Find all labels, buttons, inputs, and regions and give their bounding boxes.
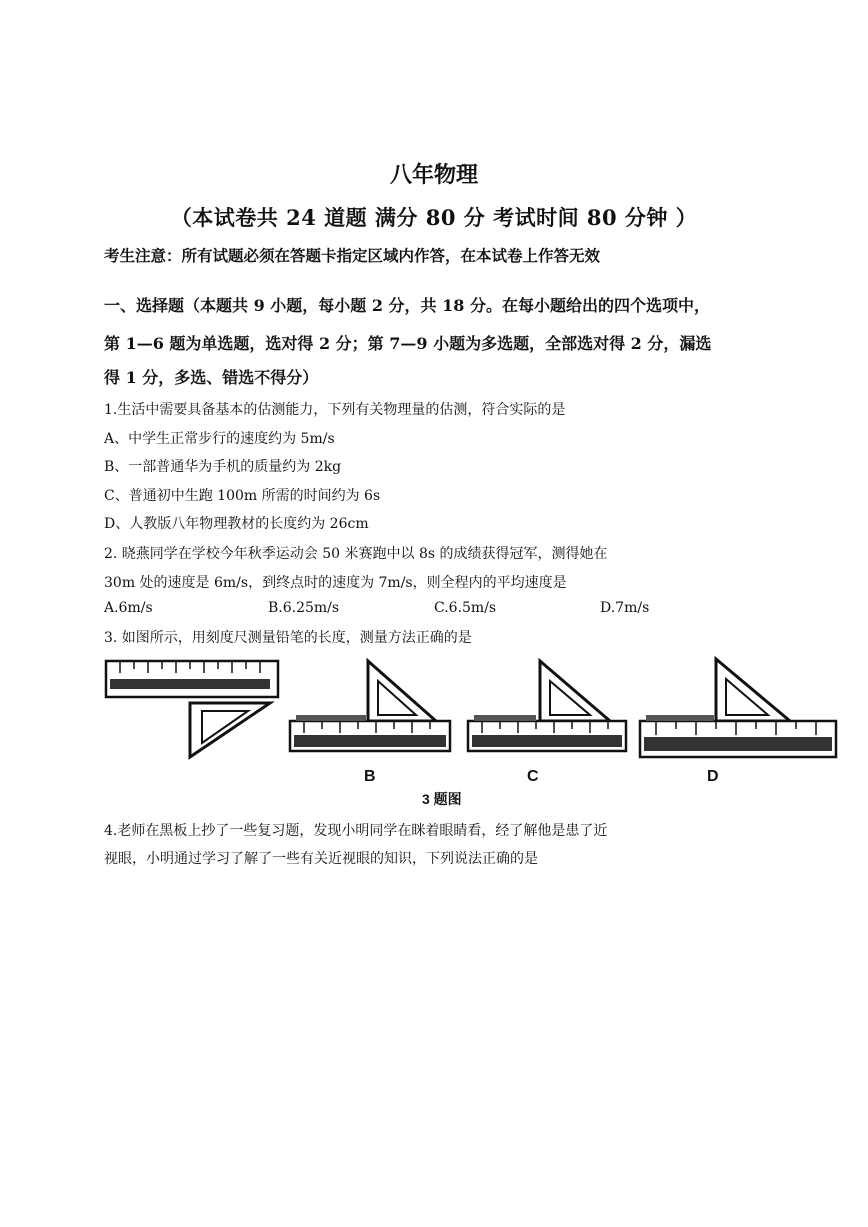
figure-label-c: C <box>527 768 539 785</box>
q1-option-d: D、人教版八年物理教材的长度约为 26cm <box>104 516 369 532</box>
q1-option-a: A、中学生正常步行的速度约为 5m/s <box>104 431 335 447</box>
q3-figure <box>100 655 840 810</box>
exam-notice: 考生注意：所有试题必须在答题卡指定区域内作答，在本试卷上作答无效 <box>104 246 601 265</box>
figure-panel-c <box>468 661 626 751</box>
section-heading-line-2: 第 1—6 题为单选题，选对得 2 分；第 7—9 小题为多选题，全部选对得 2 分，漏选 <box>104 334 712 353</box>
q2-option-a: A.6m/s <box>104 600 153 616</box>
q1-option-b: B、一部普通华为手机的质量约为 2kg <box>104 459 342 475</box>
q2-option-d: D.7m/s <box>600 600 650 616</box>
section-heading-line-1: 一、选择题（本题共 9 小题，每小题 2 分，共 18 分。在每小题给出的四个选项中， <box>104 296 710 315</box>
q2-option-b: B.6.25m/s <box>268 600 340 616</box>
q2-option-c: C.6.5m/s <box>434 600 497 616</box>
figure-panel-d <box>640 659 836 757</box>
figure-caption: 3 题图 <box>422 791 462 807</box>
exam-info: （本试卷共 24 道题 满分 80 分 考试时间 80 分钟 ） <box>170 205 698 230</box>
q2-stem-line-2: 30m 处的速度是 6m/s，到终点时的速度为 7m/s，则全程内的平均速度是 <box>104 575 567 591</box>
q1-option-c: C、普通初中生跑 100m 所需的时间约为 6s <box>104 488 381 504</box>
q4-stem-line-2: 视眼，小明通过学习了解了一些有关近视眼的知识，下列说法正确的是 <box>104 851 538 867</box>
q4-stem-line-1: 4.老师在黑板上抄了一些复习题，发现小明同学在眯着眼睛看，经了解他是患了近 <box>104 823 608 839</box>
figure-panel-a <box>106 661 278 757</box>
figure-panel-b <box>290 661 450 751</box>
figure-label-d: D <box>707 768 719 785</box>
section-heading-line-3: 得 1 分，多选、错选不得分） <box>104 368 319 387</box>
page-title: 八年物理 <box>389 162 478 188</box>
figure-label-b: B <box>364 768 376 785</box>
q2-stem-line-1: 2. 晓燕同学在学校今年秋季运动会 50 米赛跑中以 8s 的成绩获得冠军，测得她在 <box>104 546 608 562</box>
q3-stem: 3. 如图所示，用刻度尺测量铅笔的长度，测量方法正确的是 <box>104 630 472 646</box>
q1-stem: 1.生活中需要具备基本的估测能力，下列有关物理量的估测，符合实际的是 <box>104 402 566 418</box>
